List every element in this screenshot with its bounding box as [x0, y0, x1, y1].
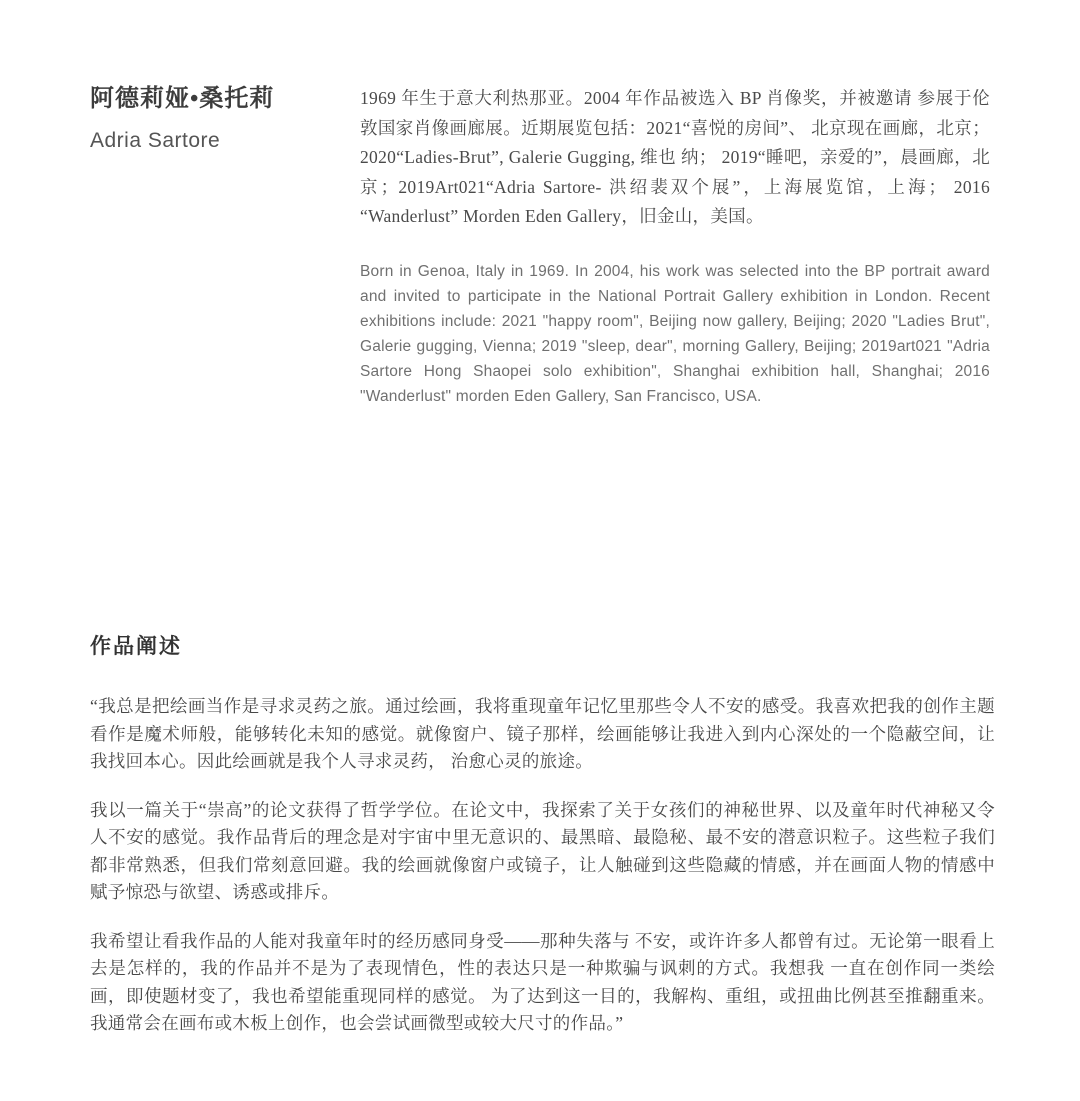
artist-bio-block [360, 84, 990, 409]
statement-paragraph: 我以一篇关于“崇高”的论文获得了哲学学位。在论文中，我探索了关于女孩们的神秘世界、以及童年时代神秘又令人不安的感觉。我作品背后的理念是对宇宙中里无意识的、最黑暗、最隐秘、最不安的潜意识粒子。这些粒子我们都非常熟悉，但我们常刻意回避。我的绘画就像窗户或镜子，让人触碰到这些隐藏的情感，并在画面人物的情感中赋予惊恐与欲望、诱惑或排斥。 [90, 799, 995, 902]
artist-name-english: Adria Sartore [90, 129, 221, 153]
artist-header [90, 84, 990, 409]
statement-section-title: 作品阐述 [90, 634, 182, 658]
artist-bio-english: Born in Genoa, Italy in 1969. In 2004, his work was selected into the BP portrait award and invited to participate in the National Portrait Gallery exhibition in London. Recent exhibitions include: 2021 "happy room", Beijing now gallery, Beijing; 2020 "Ladies Brut", Galerie gugging, Vienna; 2019 "sleep, dear", morning Gallery, Beijing; 2019art021 "Adria Sartore Hong Shaopei solo exhibition", Shanghai exhibition hall, Shanghai; 2016 "Wanderlust" morden Eden Gallery, San Francisco, USA. [360, 262, 990, 405]
artist-name-block [90, 84, 360, 153]
artist-name-chinese: 阿德莉娅•桑托莉 [90, 86, 275, 112]
statement-paragraph: “我总是把绘画当作是寻求灵药之旅。通过绘画，我将重现童年记忆里那些令人不安的感受。我喜欢把我的创作主题看作是魔术师般，能够转化未知的感觉。就像窗户、镜子那样，绘画能够让我进入到内心深处的一个隐蔽空间，让我找回本心。因此绘画就是我个人寻求灵药， 治愈心灵的旅途。 [90, 696, 995, 771]
artist-statement-section [90, 630, 995, 1038]
statement-body [90, 693, 995, 1038]
artist-bio-chinese: 1969 年生于意大利热那亚。2004 年作品被选入 BP 肖像奖，并被邀请 参展于伦敦国家肖像画廊展。近期展览包括：2021“喜悦的房间”、 北京现在画廊，北京；2020“Ladies-Brut”, Galerie Gugging, 维也 纳； 2019“睡吧，亲爱的”，晨画廊，北京；2019Art021“Adria Sartore- 洪绍裴双个展”，上海展览馆，上海； 2016 “Wanderlust” Morden Eden Gallery，旧金山，美国。 [360, 88, 990, 226]
statement-paragraph: 我希望让看我作品的人能对我童年时的经历感同身受——那种失落与 不安，或许许多人都曾有过。无论第一眼看上去是怎样的，我的作品并不是为了表现情色，性的表达只是一种欺骗与讽刺的方式。我想我 一直在创作同一类绘画，即使题材变了，我也希望能重现同样的感觉。 为了达到这一目的，我解构、重组，或扭曲比例甚至推翻重来。我通常会在画布或木板上创作，也会尝试画微型或较大尺寸的作品。” [90, 930, 995, 1033]
